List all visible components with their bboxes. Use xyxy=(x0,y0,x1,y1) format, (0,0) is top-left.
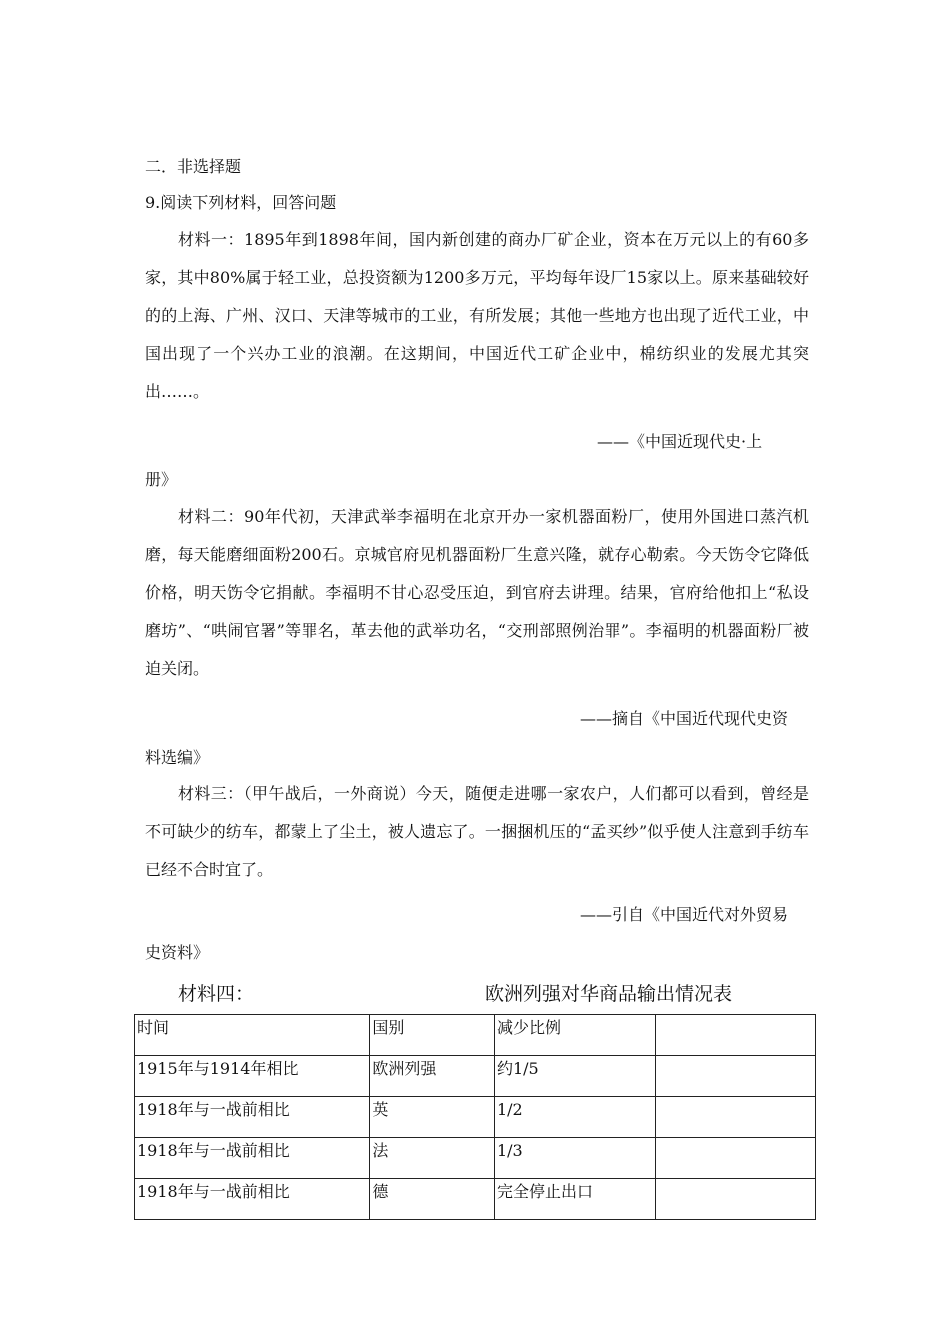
table-title: 欧洲列强对华商品输出情况表 xyxy=(485,983,733,1005)
material-3-source-line2: 史资料》 xyxy=(145,943,210,962)
question-prompt: 9.阅读下列材料，回答问题 xyxy=(145,193,337,212)
table-row xyxy=(135,1056,816,1097)
header-cell-time: 时间 xyxy=(135,1015,370,1056)
cell-country: 英 xyxy=(370,1097,495,1138)
cell-time: 1915年与1914年相比 xyxy=(135,1056,370,1097)
material-2-source-line2: 料选编》 xyxy=(145,748,210,767)
header-cell-ratio: 减少比例 xyxy=(494,1015,655,1056)
header-cell-empty xyxy=(655,1015,815,1056)
cell-time: 1918年与一战前相比 xyxy=(135,1097,370,1138)
cell-empty xyxy=(655,1056,815,1097)
cell-time: 1918年与一战前相比 xyxy=(135,1179,370,1220)
material-2-source-line1: ——摘自《中国近代现代史资 xyxy=(580,709,789,728)
section-heading: 二．非选择题 xyxy=(145,157,242,176)
cell-ratio: 1/3 xyxy=(494,1138,655,1179)
cell-ratio: 约1/5 xyxy=(494,1056,655,1097)
table-row xyxy=(135,1138,816,1179)
cell-country: 法 xyxy=(370,1138,495,1179)
material-1-text: 材料一：1895年到1898年间，国内新创建的商办厂矿企业，资本在万元以上的有60多家，其中80%属于轻工业，总投资额为1200多万元，平均每年设厂15家以上。原来基础较好的的上海、广州、汉口、天津等城市的工业，有所发展；其他一些地方也出现了近代工业，中国出现了一个兴办工业的浪潮。在这期间，中国近代工矿企业中，棉纺织业的发展尤其突出……。 xyxy=(145,230,809,401)
header-cell-country: 国别 xyxy=(370,1015,495,1056)
cell-empty xyxy=(655,1097,815,1138)
material-3-text: 材料三：（甲午战后，一外商说）今天，随便走进哪一家农户，人们都可以看到，曾经是不可缺少的纺车，都蒙上了尘土，被人遗忘了。一捆捆机压的“孟买纱”似乎使人注意到手纺车已经不合时宜了。 xyxy=(145,784,809,879)
table-row xyxy=(135,1097,816,1138)
export-table xyxy=(134,1014,816,1220)
cell-country: 德 xyxy=(370,1179,495,1220)
cell-empty xyxy=(655,1179,815,1220)
table-header-row xyxy=(135,1015,816,1056)
cell-ratio: 完全停止出口 xyxy=(494,1179,655,1220)
material-1-source-line1: ——《中国近现代史·上 xyxy=(597,432,763,451)
cell-empty xyxy=(655,1138,815,1179)
material-4-label: 材料四： xyxy=(178,983,255,1005)
material-1-source-line2: 册》 xyxy=(145,470,178,489)
table-row xyxy=(135,1179,816,1220)
cell-time: 1918年与一战前相比 xyxy=(135,1138,370,1179)
cell-ratio: 1/2 xyxy=(494,1097,655,1138)
material-2-text: 材料二：90年代初，天津武举李福明在北京开办一家机器面粉厂，使用外国进口蒸汽机磨，每天能磨细面粉200石。京城官府见机器面粉厂生意兴隆，就存心勒索。今天饬令它降低价格，明天饬令它捐献。李福明不甘心忍受压迫，到官府去讲理。结果，官府给他扣上“私设磨坊”、“哄闹官署”等罪名，革去他的武举功名，“交刑部照例治罪”。李福明的机器面粉厂被迫关闭。 xyxy=(145,507,809,678)
cell-country: 欧洲列强 xyxy=(370,1056,495,1097)
material-3-source-line1: ——引自《中国近代对外贸易 xyxy=(580,905,789,924)
